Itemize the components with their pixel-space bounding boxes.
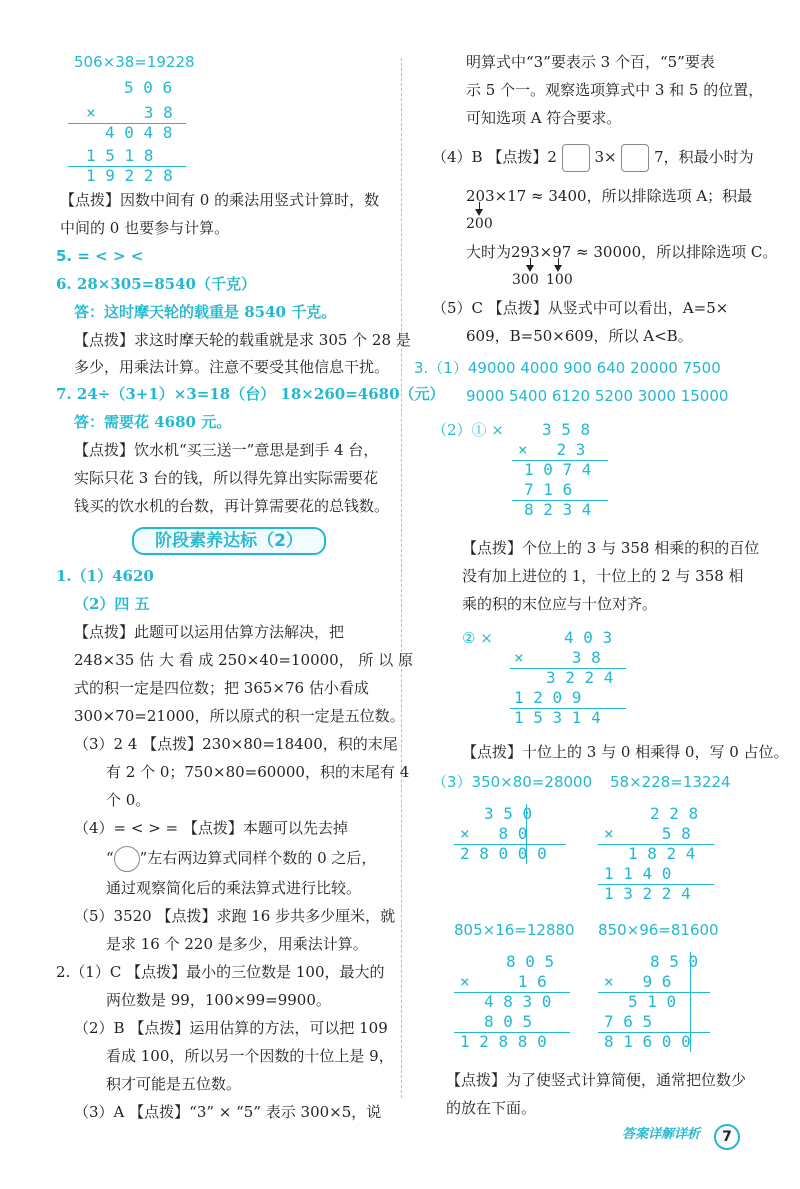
- q4-suffix: 7，积最小时为: [654, 148, 754, 166]
- calc-row: 5 1 0: [628, 992, 677, 1011]
- tip-text: 明算式中“3”要表示 3 个百，“5”要表: [466, 53, 715, 71]
- answer-s2-1: 2.（1）C 【点拨】最小的三位数是 100，最大的: [56, 963, 385, 981]
- calc-row: × 5 8: [604, 824, 691, 843]
- answer-s1-4: （4）= < > = 【点拨】本题可以先去掉: [74, 819, 348, 837]
- tip-text: 【点拨】个位上的 3 与 358 相乘的积的百位: [462, 539, 760, 557]
- calc-row: 8 5 0: [650, 952, 699, 971]
- column-divider: [401, 58, 402, 1098]
- equation-58x228: 58×228=13224: [610, 773, 731, 791]
- answer-s1-1: 1.（1）4620: [56, 567, 154, 585]
- arrow-down-icon: [530, 258, 531, 270]
- tip-text: 203×17 ≈ 3400，所以排除选项 A；积最: [466, 187, 753, 205]
- blank-box: [562, 144, 590, 172]
- calc-row: 4 0 4 8: [105, 123, 173, 142]
- calc-row: 8 2 3 4: [524, 500, 592, 519]
- calc-row: 2 8 0 0 0: [460, 844, 547, 863]
- calc-row: 1 2 0 9: [514, 688, 582, 707]
- tip-text: 两位数是 99，100×99=9900。: [106, 991, 331, 1009]
- tip-text: 中间的 0 也要参与计算。: [60, 219, 230, 237]
- calc-row: 1 2 8 8 0: [460, 1032, 547, 1051]
- tip-text: 【点拨】饮水机“买三送一”意思是到手 4 台，: [74, 441, 379, 459]
- tip-text: 多少，用乘法计算。注意不要受其他信息干扰。: [74, 358, 390, 376]
- answer-s3-row1: 3.（1）49000 4000 900 640 20000 7500: [414, 359, 721, 377]
- vertical-calc-1: [68, 78, 188, 188]
- equation-top: 506×38=19228: [74, 53, 195, 71]
- calc-row: 1 1 4 0: [604, 864, 672, 883]
- tip-text: 式的积一定是四位数；把 365×76 估小看成: [74, 679, 369, 697]
- equation-805x16: 805×16=12880: [454, 921, 575, 939]
- tip-text: 通过观察简化后的乘法算式进行比较。: [106, 879, 362, 897]
- tip-text: 【点拨】此题可以运用估算方法解决，把: [74, 623, 345, 641]
- tip-text: 个 0。: [106, 791, 151, 809]
- vertical-calc-4: [454, 804, 574, 868]
- vertical-calc-6: [454, 952, 574, 1056]
- answer-6: 6. 28×305=8540（千克）: [56, 275, 256, 293]
- page-number: 7: [714, 1124, 740, 1150]
- footer-label: 答案详解详析: [622, 1127, 701, 1142]
- answer-s1-5: （5）3520 【点拨】求跑 16 步共多少厘米，就: [74, 907, 396, 925]
- section-banner: 阶段素养达标（2）: [132, 527, 326, 555]
- estimate-300: 300: [512, 272, 539, 288]
- calc-row: 1 5 3 1 4: [514, 708, 601, 727]
- vertical-calc-3: [510, 628, 630, 732]
- answer-s1-2: （2）四 五: [74, 595, 150, 613]
- calc-row: 3 2 2 4: [546, 668, 614, 687]
- calc-row: × 3 8: [514, 648, 601, 667]
- tip-text: 乘的积的末位应与十位对齐。: [462, 595, 658, 613]
- calc-row: × 3 8: [86, 103, 173, 122]
- tip-text: 248×35 估 大 看 成 250×40=10000， 所 以 原: [74, 651, 414, 669]
- answer-5: 5. = < > <: [56, 247, 144, 265]
- calc-row: 8 0 5: [484, 1012, 533, 1031]
- calc-row: × 9 6: [604, 972, 672, 991]
- tip-text: 大时为293×97 ≈ 30000，所以排除选项 C。: [466, 243, 778, 261]
- calc-row: × 1 6: [460, 972, 547, 991]
- blank-box: [621, 144, 649, 172]
- tip-text: 【点拨】十位上的 3 与 0 相乘得 0，写 0 占位。: [462, 743, 789, 761]
- answer-q5: （5）C 【点拨】从竖式中可以看出，A=5×: [432, 299, 729, 317]
- calc-row: 1 8 2 4: [628, 844, 696, 863]
- calc-row: 1 3 2 2 4: [604, 884, 691, 903]
- q4-middle: 3×: [594, 148, 617, 166]
- tip-text: [106, 846, 376, 872]
- calc-row: 4 8 3 0: [484, 992, 552, 1011]
- tip-text: 【点拨】因数中间有 0 的乘法用竖式计算时，数: [60, 191, 380, 209]
- calc-row: 5 0 6: [124, 78, 173, 97]
- tip-text: 【点拨】为了使竖式计算简便，通常把位数少: [446, 1071, 747, 1089]
- tip-text: 【点拨】求这时摩天轮的载重就是求 305 个 28 是: [74, 331, 411, 349]
- tip-text: 可知选项 A 符合要求。: [466, 109, 622, 127]
- tip-text: 没有加上进位的 1，十位上的 2 与 358 相: [462, 567, 744, 585]
- answer-7-sentence: 答：需要花 4680 元。: [74, 413, 232, 431]
- estimate-200: 200: [466, 216, 493, 232]
- calc-row: × 2 3: [518, 440, 586, 459]
- answer-s3-row2: 9000 5400 6120 5200 3000 15000: [466, 387, 729, 405]
- calc-row: 3 5 0: [484, 804, 533, 823]
- vertical-calc-5: [598, 804, 718, 908]
- answer-s2-3: （3）A 【点拨】“3” × “5” 表示 300×5，说: [74, 1103, 382, 1121]
- arrow-down-icon: [558, 258, 559, 270]
- calc-row: × 8 0: [460, 824, 528, 843]
- vertical-calc-7: [598, 952, 718, 1056]
- tip-text: 的放在下面。: [446, 1099, 537, 1117]
- answer-s3-2-label: （2）① ×: [432, 421, 504, 439]
- arrow-down-icon: [479, 202, 480, 214]
- calc-row: 4 0 3: [564, 628, 613, 647]
- estimate-100: 100: [546, 272, 573, 288]
- vertical-calc-2: [512, 420, 612, 524]
- tip-text: 是求 16 个 220 是多少，用乘法计算。: [106, 935, 368, 953]
- tip-text: 积才可能是五位数。: [106, 1075, 242, 1093]
- calc-row: 7 1 6: [524, 480, 573, 499]
- q4-prefix: （4）B 【点拨】2: [432, 148, 557, 166]
- tip-text: 609，B=50×609，所以 A<B。: [466, 327, 693, 345]
- calc-row: 1 9 2 2 8: [86, 166, 173, 185]
- answer-s2-2: （2）B 【点拨】运用估算的方法，可以把 109: [74, 1019, 388, 1037]
- blank-circle: [114, 846, 140, 872]
- calc-row: 1 0 7 4: [524, 460, 592, 479]
- tip-text: 看成 100，所以另一个因数的十位上是 9，: [106, 1047, 394, 1065]
- calc-row: 8 1 6 0 0: [604, 1032, 691, 1051]
- answer-s1-3: （3）2 4 【点拨】230×80=18400，积的末尾: [74, 735, 398, 753]
- calc-row: 2 2 8: [650, 804, 699, 823]
- calc-row: 3 5 8: [542, 420, 591, 439]
- calc-label-2: ② ×: [462, 629, 493, 647]
- calc-row: 1 5 1 8: [86, 146, 154, 165]
- page-footer: [622, 1124, 742, 1146]
- tip-text-rest: ”左右两边算式同样个数的 0 之后，: [139, 849, 377, 867]
- calc-row: 7 6 5: [604, 1012, 653, 1031]
- answer-7: 7. 24÷（3+1）×3=18（台） 18×260=4680（元）: [56, 385, 445, 403]
- tip-text: 示 5 个一。观察选项算式中 3 和 5 的位置，: [466, 81, 764, 99]
- answer-6-sentence: 答：这时摩天轮的载重是 8540 千克。: [74, 303, 337, 321]
- tip-text: 300×70=21000，所以原式的积一定是五位数。: [74, 707, 405, 725]
- tip-text: 实际只花 3 台的钱，所以得先算出实际需要花: [74, 469, 379, 487]
- answer-q4: [432, 144, 754, 172]
- tip-text: 钱买的饮水机的台数，再计算需要花的总钱数。: [74, 497, 390, 515]
- equation-350x80: （3）350×80=28000: [432, 773, 593, 791]
- quote-open: “: [106, 849, 114, 867]
- calc-row: 8 0 5: [506, 952, 555, 971]
- tip-text: 有 2 个 0；750×80=60000，积的末尾有 4: [106, 763, 410, 781]
- equation-850x96: 850×96=81600: [598, 921, 719, 939]
